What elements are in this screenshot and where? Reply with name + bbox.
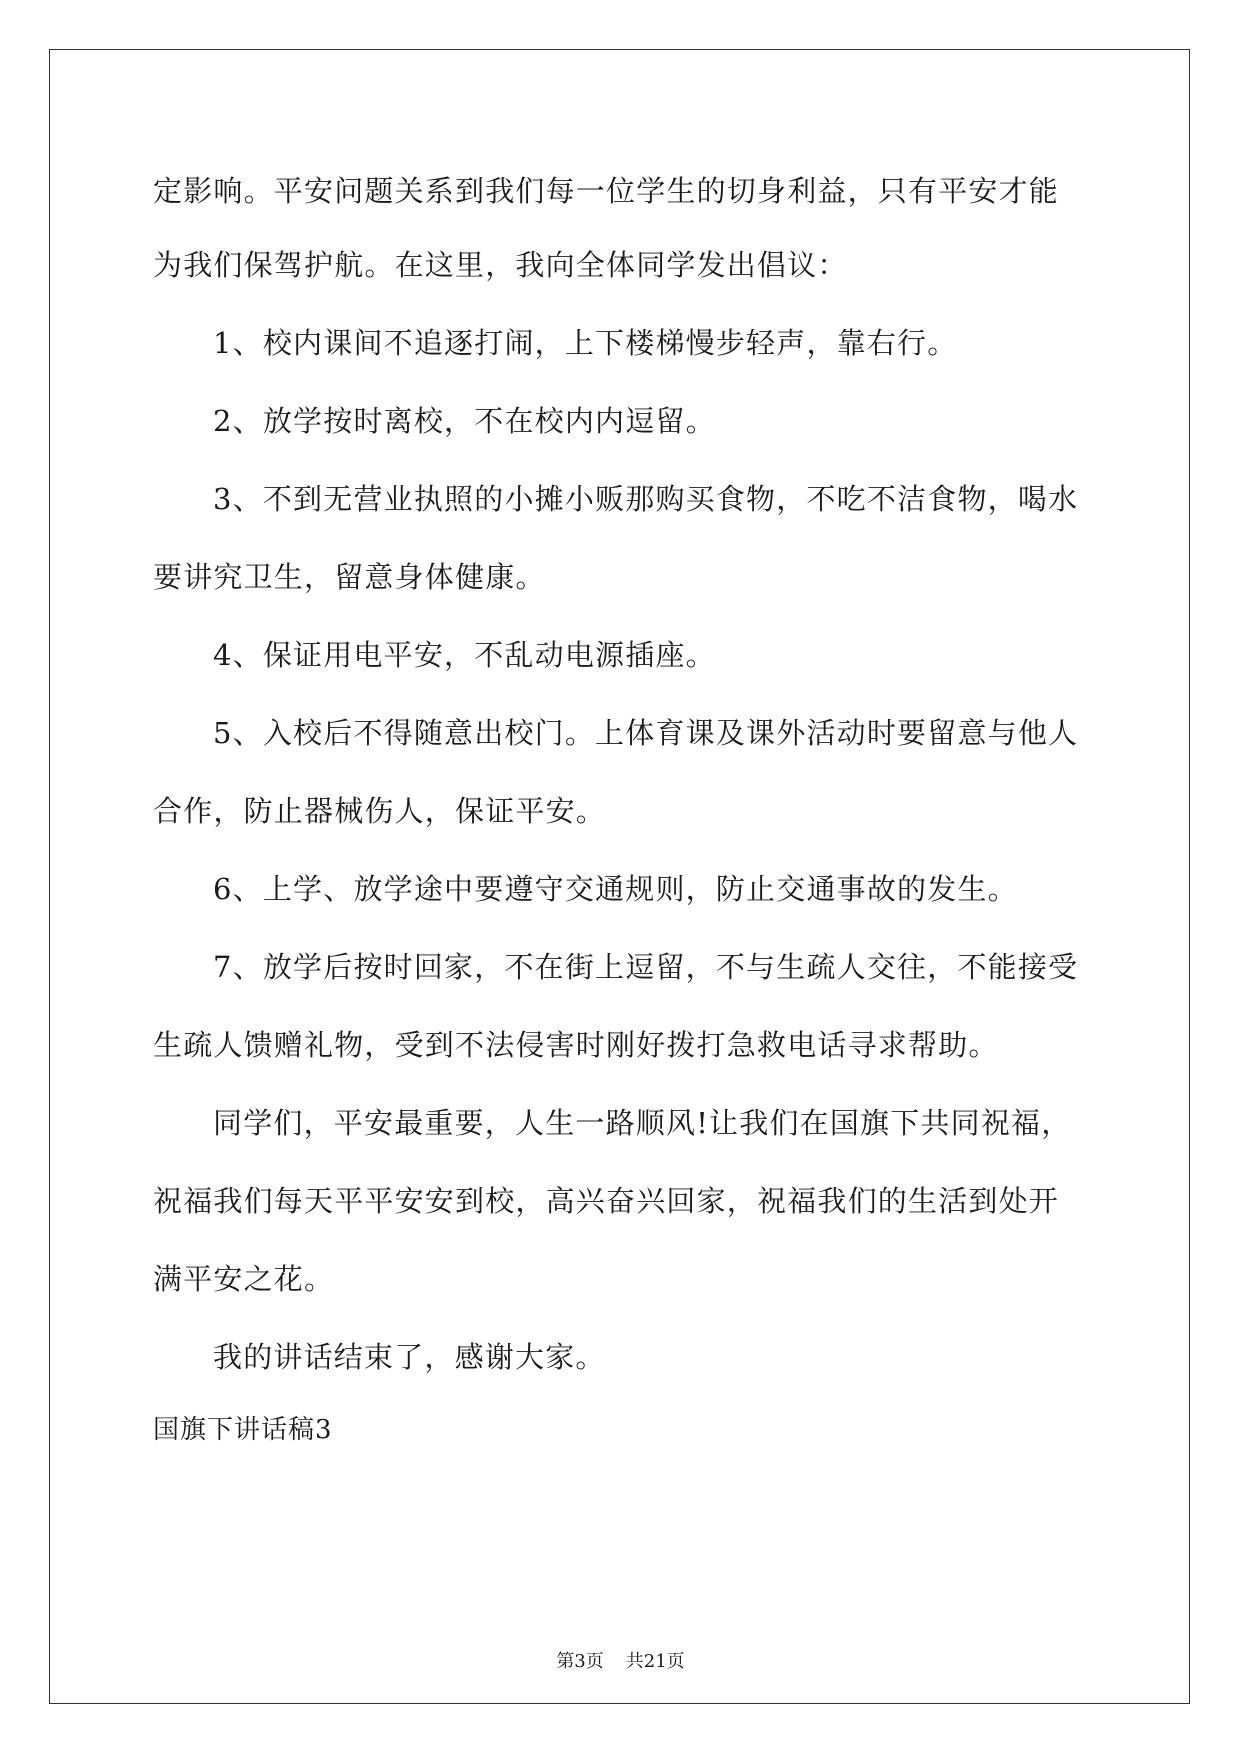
section-heading: 国旗下讲话稿3 xyxy=(153,1415,333,1445)
proposal-item-5: 5、入校后不得随意出校门。上体育课及课外活动时要留意与他人 xyxy=(213,716,1079,750)
ending-line: 我的讲话结束了，感谢大家。 xyxy=(213,1340,606,1374)
proposal-item-1: 1、校内课间不追逐打闹，上下楼梯慢步轻声，靠右行。 xyxy=(213,326,958,360)
proposal-item-3-cont: 要讲究卫生，留意身体健康。 xyxy=(153,560,546,594)
page-number: 第3页 xyxy=(556,1651,604,1672)
proposal-item-3: 3、不到无营业执照的小摊小贩那购买食物，不吃不洁食物，喝水 xyxy=(213,482,1079,516)
proposal-item-5-cont: 合作，防止器械伤人，保证平安。 xyxy=(153,794,607,828)
page-footer xyxy=(0,1650,1241,1674)
page-total: 共21页 xyxy=(625,1651,685,1672)
closing-paragraph-line-2: 祝福我们每天平平安安到校，高兴奋兴回家，祝福我们的生活到处开 xyxy=(153,1184,1060,1218)
closing-paragraph-line-1: 同学们，平安最重要，人生一路顺风!让我们在国旗下共同祝福， xyxy=(213,1106,1072,1140)
proposal-item-4: 4、保证用电平安，不乱动电源插座。 xyxy=(213,638,716,672)
proposal-item-7-cont: 生疏人馈赠礼物，受到不法侵害时刚好拨打急救电话寻求帮助。 xyxy=(153,1028,999,1062)
body-line-2: 为我们保驾护航。在这里，我向全体同学发出倡议： xyxy=(153,248,848,282)
proposal-item-6: 6、上学、放学途中要遵守交通规则，防止交通事故的发生。 xyxy=(213,872,1018,906)
closing-paragraph-line-3: 满平安之花。 xyxy=(153,1262,335,1296)
body-line-1: 定影响。平安问题关系到我们每一位学生的切身利益，只有平安才能 xyxy=(153,174,1060,208)
proposal-item-2: 2、放学按时离校，不在校内内逗留。 xyxy=(213,404,716,438)
proposal-item-7: 7、放学后按时回家，不在街上逗留，不与生疏人交往，不能接受 xyxy=(213,950,1079,984)
